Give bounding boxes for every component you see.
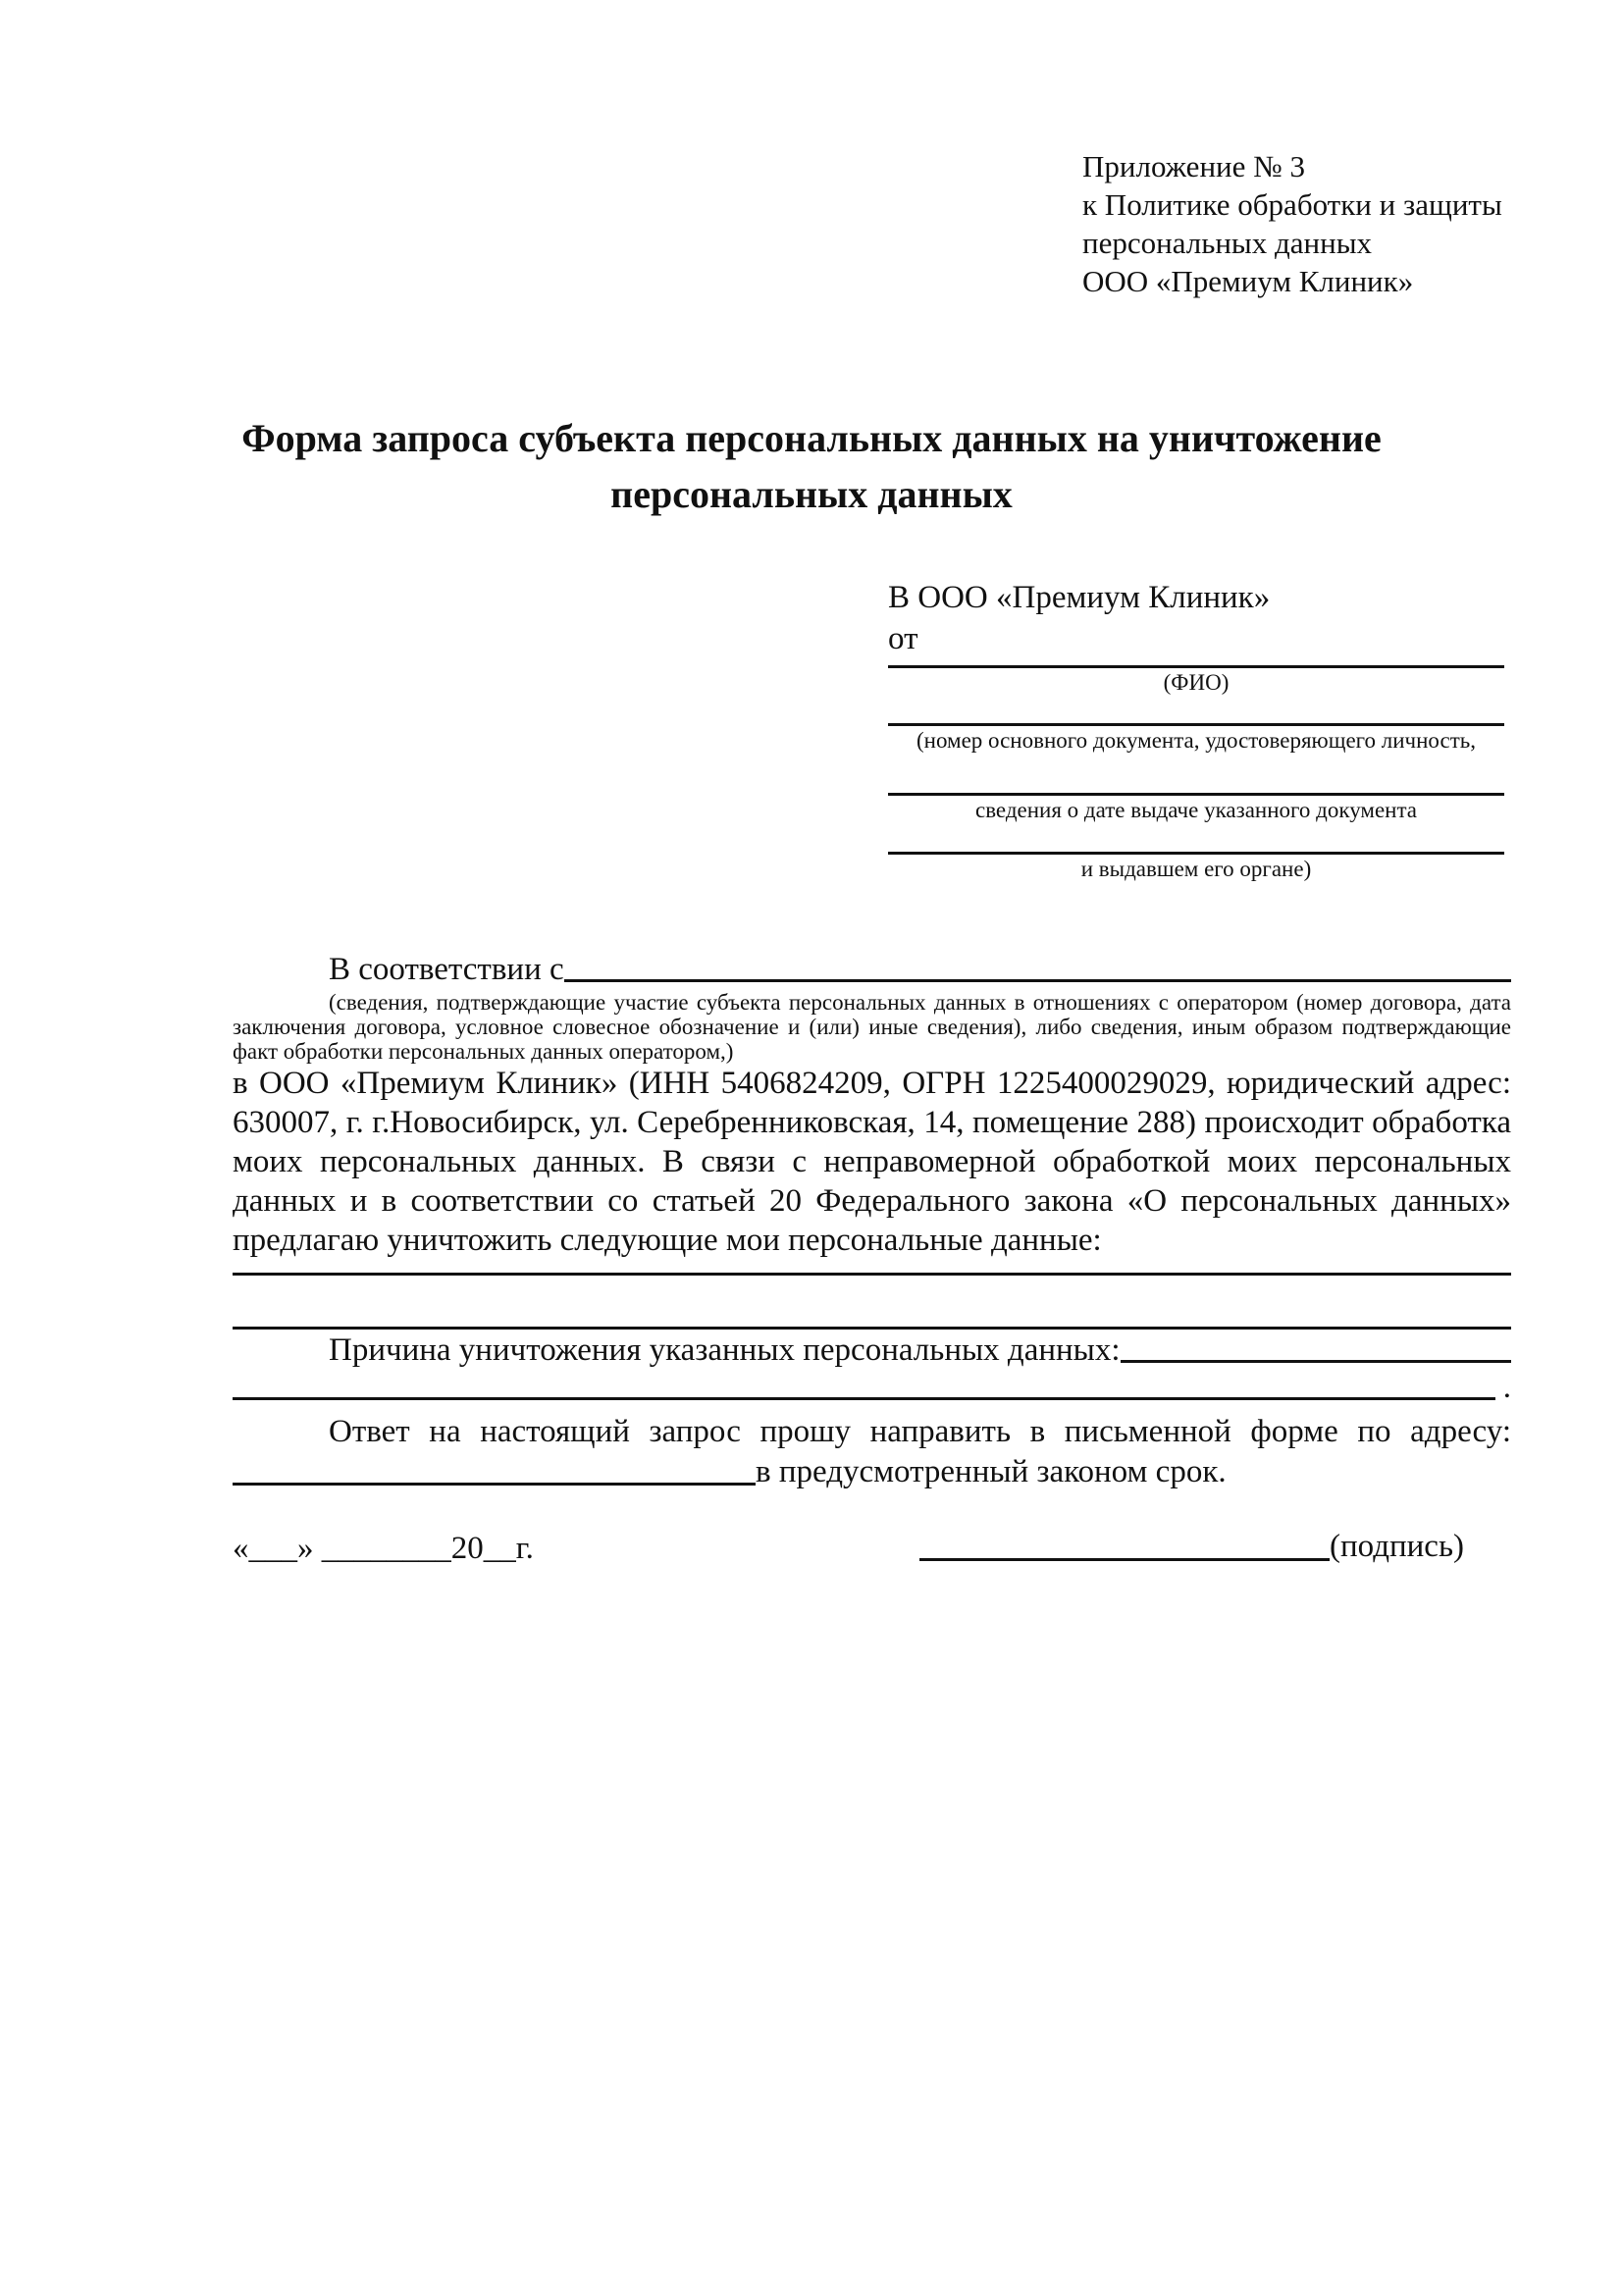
id-doc-blank-line-3	[888, 825, 1504, 855]
period-mark: .	[1502, 1370, 1511, 1405]
accordance-note: (сведения, подтверждающие участие субъекта персональных данных в отношениях с оператором (номер договора, дата заключения договора, условное словесное обозначение и (или) иные сведения), либо сведения, иным образом подтверждающие факт обработки персональных данных оператором,)	[233, 990, 1511, 1064]
id-doc-blank-line-1	[888, 698, 1504, 726]
data-blank-line-1	[233, 1260, 1511, 1276]
date-line: «___» ________20__г.	[233, 1531, 534, 1566]
response-tail: в предусмотренный законом срок.	[756, 1454, 1227, 1489]
in-accordance-blank-line	[564, 979, 1511, 982]
reason-label: Причина уничтожения указанных персональных данных:	[329, 1332, 1121, 1368]
id-doc-caption-2: сведения о дате выдаче указанного документа	[974, 798, 1418, 822]
appendix-line-1: Приложение № 3	[1082, 149, 1305, 183]
addressee-to: В ООО «Премиум Клиник»	[888, 580, 1271, 615]
addressee-block	[888, 577, 1504, 884]
address-blank-line	[233, 1483, 756, 1486]
reason-blank-line	[1121, 1360, 1511, 1363]
id-doc-caption-1: (номер основного документа, удостоверяющего личность,	[916, 728, 1476, 753]
appendix-block	[1082, 147, 1502, 300]
reason-blank-line-2-rule	[233, 1397, 1495, 1400]
addressee-from: от	[888, 621, 918, 656]
document-body	[233, 949, 1511, 1567]
response-paragraph: Ответ на настоящий запрос прошу направить в письменной форме по адресу:	[329, 1414, 1511, 1449]
reason-blank-line-2	[233, 1369, 1511, 1406]
signature-group	[919, 1526, 1464, 1567]
appendix-line-2: к Политике обработки и защиты	[1082, 187, 1502, 222]
data-blank-line-2	[233, 1276, 1511, 1330]
reason-row	[233, 1330, 1511, 1369]
id-doc-blank-line-2	[888, 756, 1504, 796]
signature-blank-line	[919, 1558, 1330, 1561]
appendix-line-3: персональных данных	[1082, 226, 1373, 260]
document-title: Форма запроса субъекта персональных данных на уничтожение персональных данных	[241, 416, 1382, 516]
signature-caption: (подпись)	[1330, 1529, 1464, 1564]
fio-blank-line	[888, 659, 1504, 668]
id-doc-caption-3: и выдавшем его органе)	[1080, 857, 1312, 881]
in-accordance-row	[233, 949, 1511, 988]
in-accordance-label: В соответствии с	[329, 952, 564, 987]
date-signature-row	[233, 1526, 1511, 1567]
fio-caption: (ФИО)	[1163, 670, 1230, 695]
appendix-line-4: ООО «Премиум Клиник»	[1082, 264, 1414, 298]
response-address-row	[233, 1451, 1511, 1490]
main-paragraph: в ООО «Премиум Клиник» (ИНН 5406824209, ОГРН 1225400029029, юридический адрес: 630007, г. г.Новосибирск, ул. Серебренниковская, 14, помещение 288) происходит обработка моих персональных данных. В связи с неправомерной обработкой моих персональных данных и в соответствии со статьей 20 Федерального закона «О персональных данных» предлагаю уничтожить следующие мои персональные данные:	[233, 1066, 1511, 1258]
